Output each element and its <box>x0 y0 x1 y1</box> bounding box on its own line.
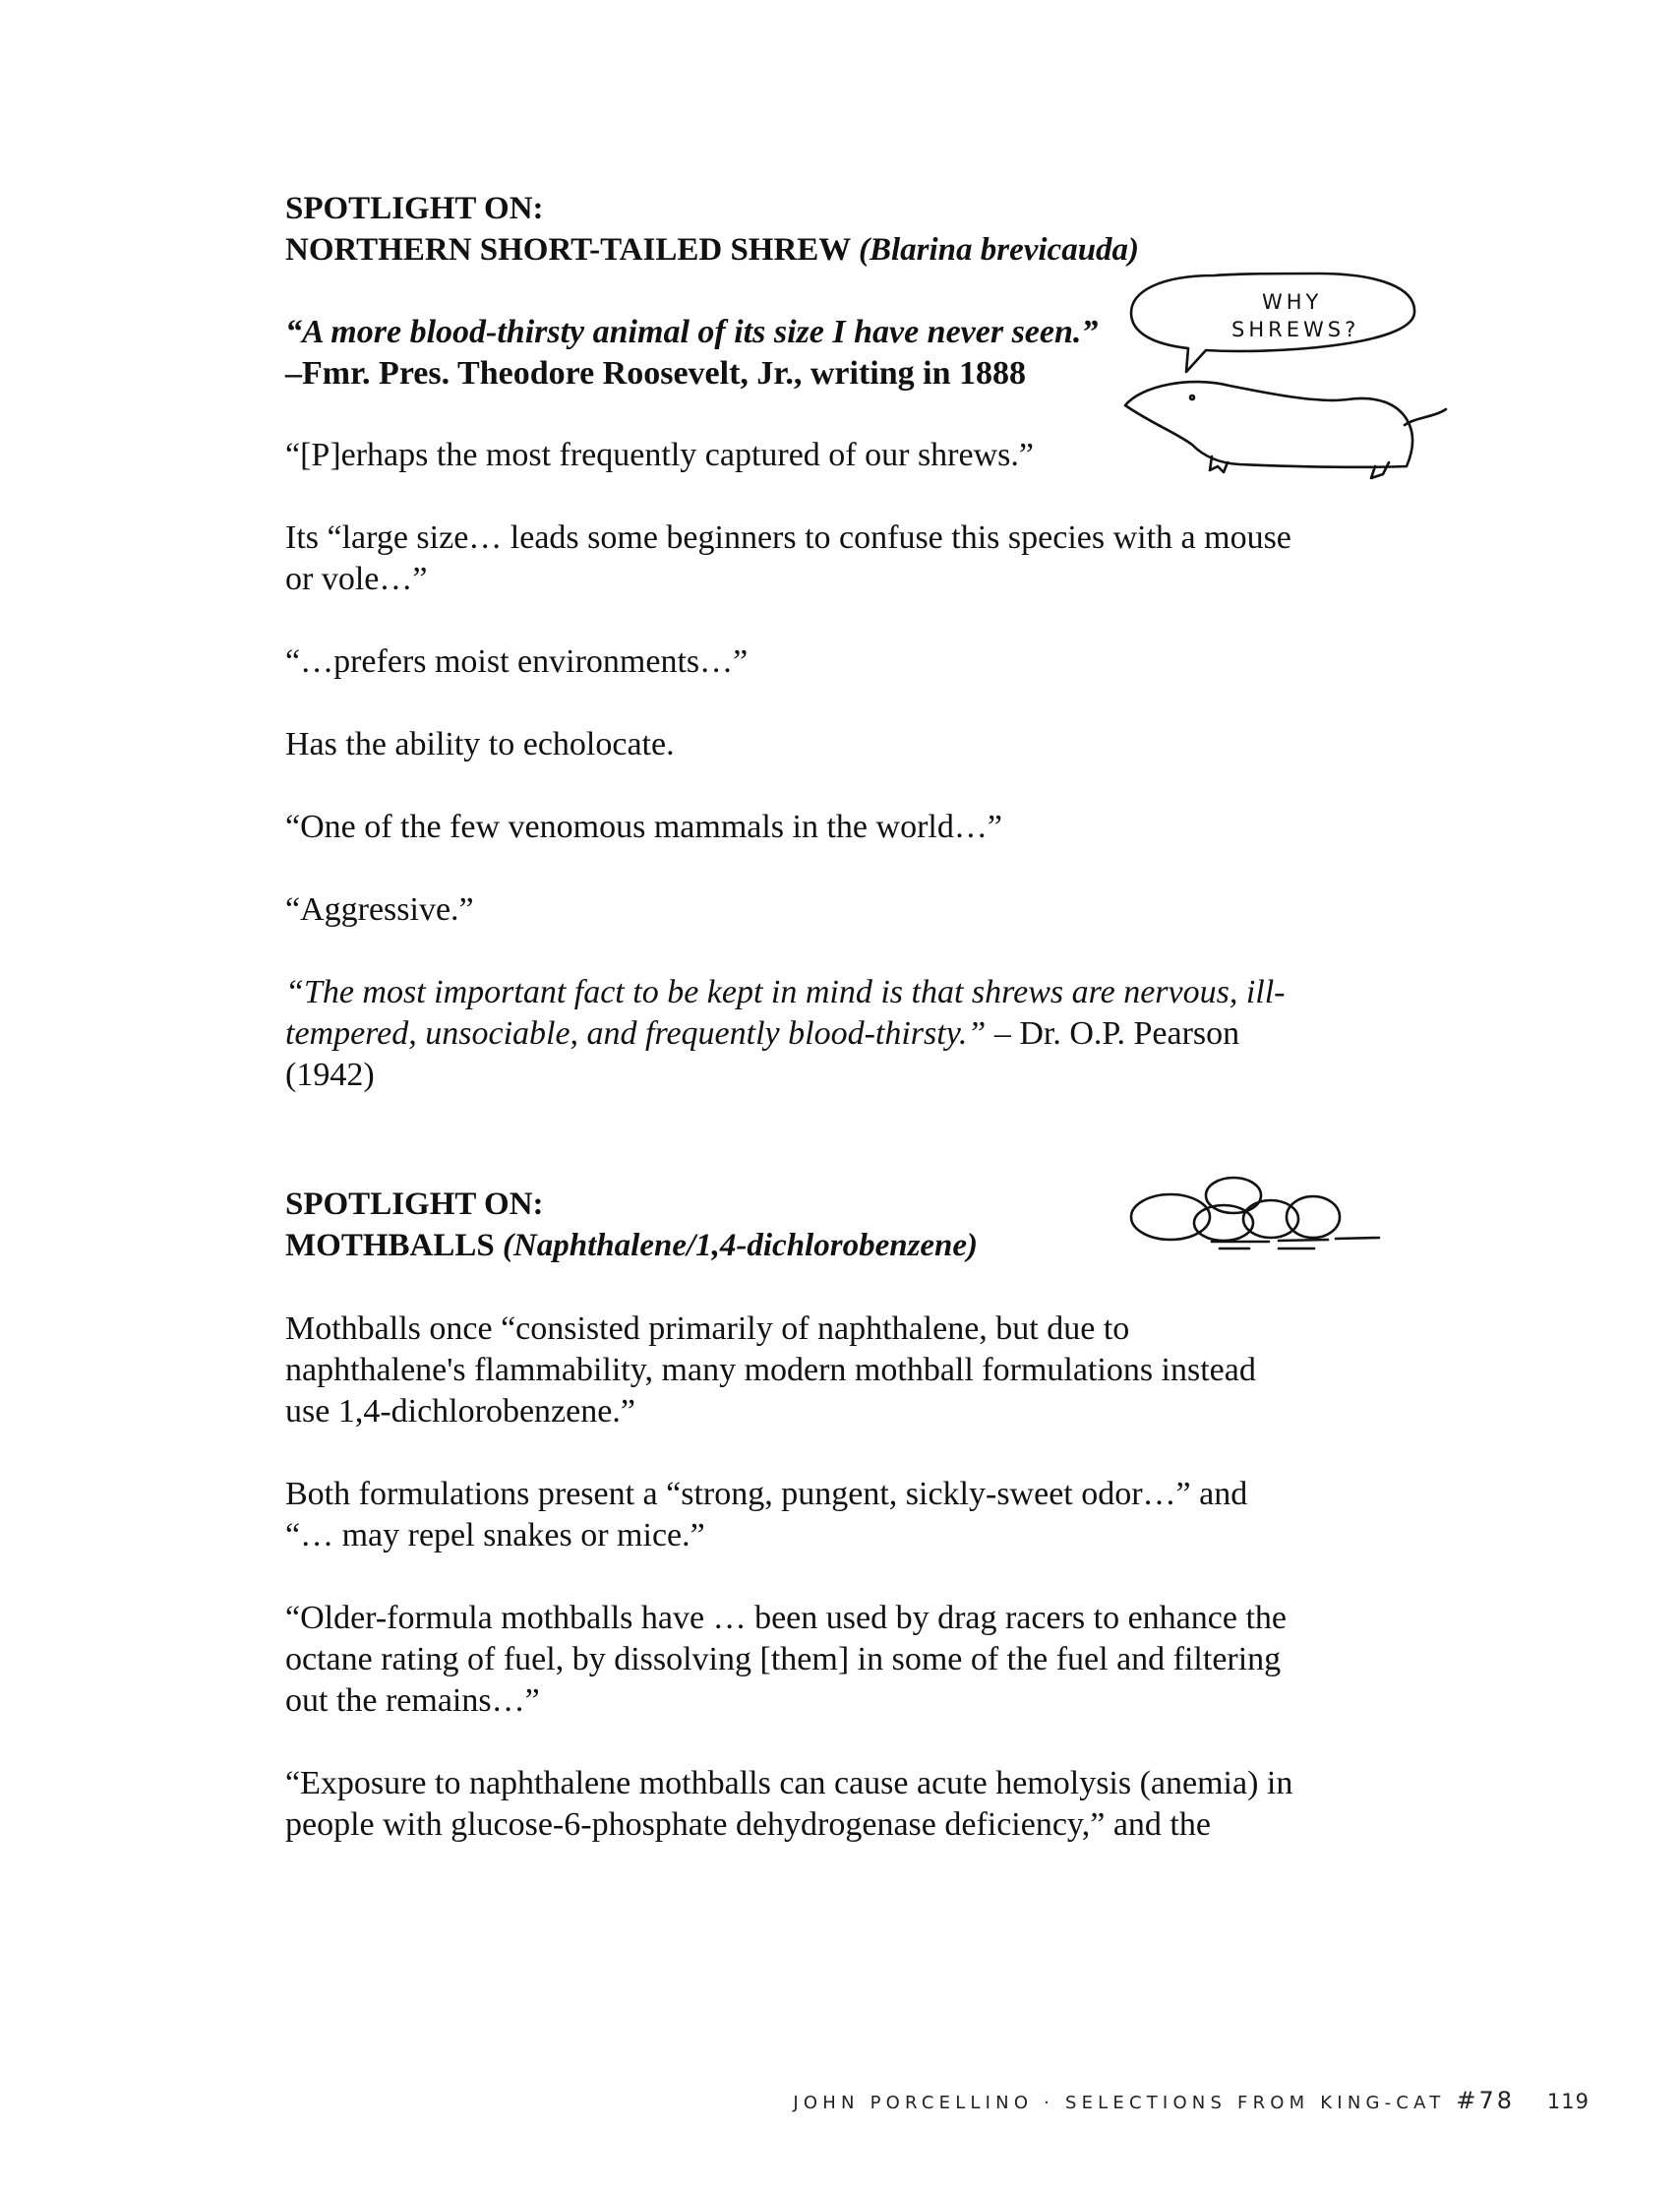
mothballs-heading-title: MOTHBALLS <box>285 1228 495 1263</box>
shrew-heading-line1: SPOTLIGHT ON: <box>285 191 544 226</box>
mothballs-heading-line2 <box>285 1225 978 1266</box>
shrew-eye <box>1190 396 1194 399</box>
mothballs-illustration <box>1121 1166 1387 1254</box>
pearson-attribution: – Dr. O.P. Pearson <box>986 1015 1240 1052</box>
footer-separator: · <box>1044 2093 1055 2113</box>
pearson-quote-line2: tempered, unsociable, and frequently blood-thirsty.” – Dr. O.P. Pearson <box>285 1015 1240 1052</box>
roosevelt-quote-block <box>285 312 1098 395</box>
ground-line-3 <box>1336 1238 1379 1239</box>
mothballs-heading-latin: (Naphthalene/1,4-dichlorobenzene) <box>502 1228 979 1263</box>
mothballs-paragraph-2: Both formulations present a “strong, pungent, sickly-sweet odor…” and “… may repel snakes or mice.” <box>285 1476 1248 1553</box>
shrew-back-foot <box>1371 462 1389 478</box>
roosevelt-quote: “A more blood-thirsty animal of its size I have never seen.” <box>285 314 1099 350</box>
page-number: 119 <box>1546 2090 1590 2113</box>
page-footer <box>793 2087 1590 2114</box>
mothballs-heading <box>285 1184 978 1266</box>
shrew-fact-1: “[P]erhaps the most frequently captured of our shrews.” <box>285 437 1034 473</box>
pearson-quote-line1: “The most important fact to be kept in mind is that shrews are nervous, ill- <box>285 974 1286 1010</box>
shrew-tail <box>1405 409 1446 425</box>
shrew-heading <box>285 188 1139 271</box>
shrew-fact-4: Has the ability to echolocate. <box>285 726 675 762</box>
footer-issue: #78 <box>1456 2087 1515 2114</box>
shrew-front-foot <box>1210 457 1228 472</box>
bubble-line2: SHREWS? <box>1231 318 1360 341</box>
shrew-body <box>1125 382 1412 467</box>
shrew-fact-5: “One of the few venomous mammals in the world…” <box>285 809 1002 845</box>
pearson-year: (1942) <box>285 1057 375 1093</box>
mothballs-paragraph-1: Mothballs once “consisted primarily of naphthalene, but due to naphthalene's flammability, many modern mothball formulations instead use 1,4-dichlorobenzene.” <box>285 1310 1256 1430</box>
shrew-heading-latin: (Blarina brevicauda) <box>858 232 1140 268</box>
footer-author: JOHN PORCELLINO <box>793 2093 1034 2113</box>
mothball-5 <box>1287 1196 1340 1238</box>
roosevelt-attribution: –Fmr. Pres. Theodore Roosevelt, Jr., writing in 1888 <box>285 355 1026 392</box>
shrew-illustration <box>1121 270 1456 502</box>
mothballs-paragraph-4: “Exposure to naphthalene mothballs can cause acute hemolysis (anemia) in people with glucose-6-phosphate dehydrogenase deficiency,” and the <box>285 1765 1293 1843</box>
pearson-quote-block <box>285 972 1286 1096</box>
footer-title: SELECTIONS FROM KING-CAT <box>1064 2093 1446 2113</box>
ground-line-2 <box>1279 1240 1328 1241</box>
mothballs-heading-line1: SPOTLIGHT ON: <box>285 1187 544 1222</box>
shrew-heading-line2 <box>285 229 1139 271</box>
mothballs-paragraph-3: “Older-formula mothballs have … been used by drag racers to enhance the octane rating of fuel, by dissolving [them] in some of the fuel and filtering out the remains…” <box>285 1600 1287 1719</box>
shrew-fact-3: “…prefers moist environments…” <box>285 643 749 680</box>
mothball-2 <box>1206 1178 1261 1213</box>
shrew-fact-6: “Aggressive.” <box>285 891 474 928</box>
shrew-fact-2: Its “large size… leads some beginners to confuse this species with a mouse or vole…” <box>285 519 1291 597</box>
bubble-line1: WHY <box>1262 290 1323 314</box>
shrew-heading-title: NORTHERN SHORT-TAILED SHREW <box>285 232 851 268</box>
